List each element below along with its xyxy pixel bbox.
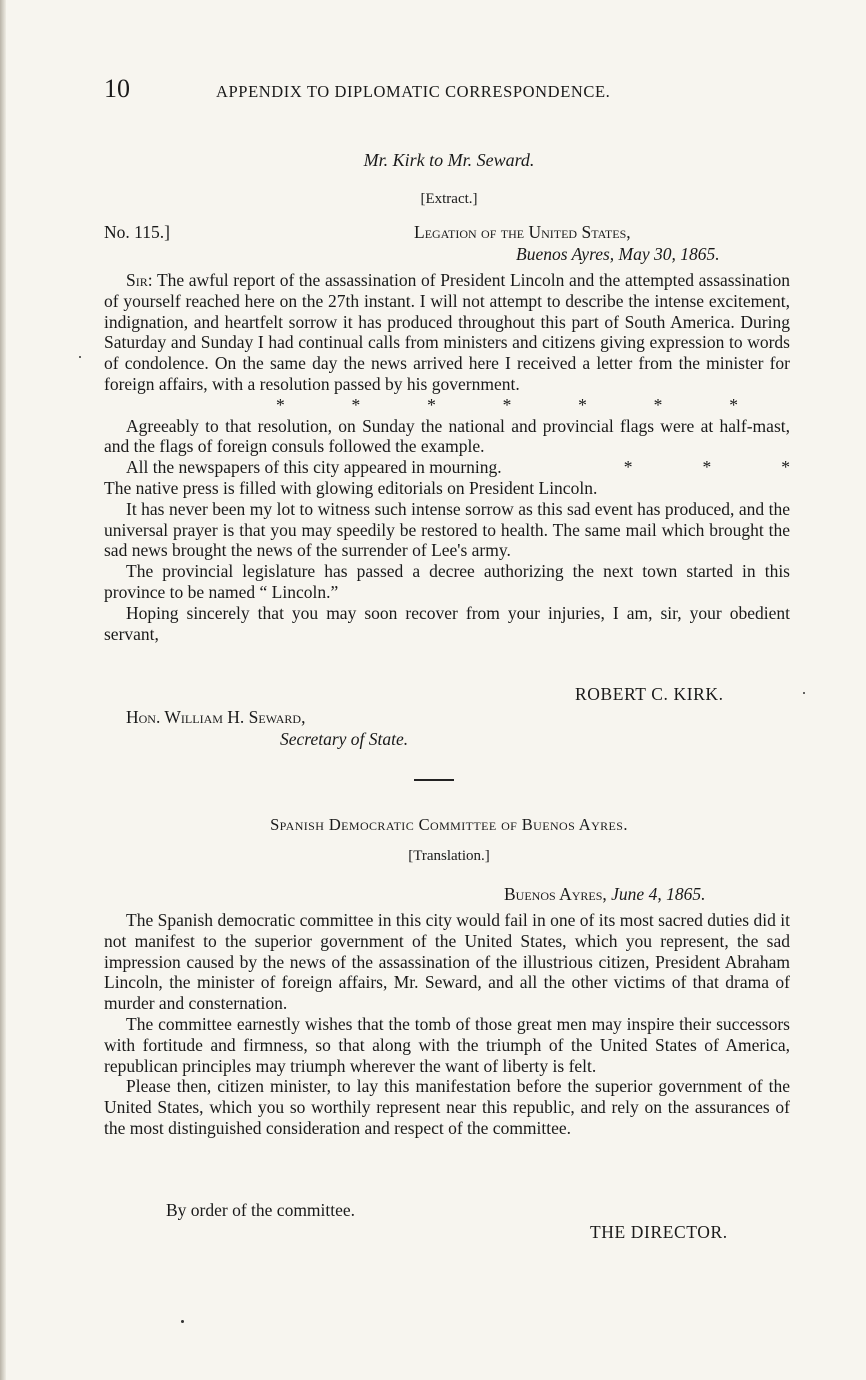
ellipsis-star: * [653, 394, 663, 415]
ellipsis-star: * [781, 457, 790, 478]
letter2-place-date [504, 884, 705, 905]
letter2-signature: THE DIRECTOR. [590, 1222, 728, 1242]
letter1-addressee: Hon. William H. Seward, [126, 707, 306, 727]
ellipsis-star: * [578, 394, 587, 415]
letter2-place: Buenos Ayres, [504, 884, 607, 904]
letter2-title: Spanish Democratic Committee of Buenos Ayres. [270, 815, 628, 834]
letter1-paragraph: The provincial legislature has passed a decree authorizing the next town started in this province to be named “ Lincoln.” [104, 561, 790, 602]
ink-speck [803, 692, 805, 694]
running-head: APPENDIX TO DIPLOMATIC CORRESPONDENCE. [216, 82, 611, 101]
page-number: 10 [104, 74, 130, 103]
ellipsis-stars-group [624, 457, 790, 478]
letter1-number: No. 115.] [104, 222, 170, 242]
letter1-paragraph: Agreeably to that resolution, on Sunday the national and provincial flags were at half-mast, and the flags of foreign consuls followed the example. [104, 415, 790, 457]
letter2-date: June 4, 1865. [611, 884, 706, 904]
letter2-paragraph: Please then, citizen minister, to lay this manifestation before the superior government of the United States, which you so worthily represent near this republic, and rely on the assurances of the most distinguished consideration and respect of the committee. [104, 1076, 790, 1138]
letter1-paragraph: Hoping sincerely that you may soon recover from your injuries, I am, sir, your obedient servant, [104, 602, 790, 644]
ellipsis-star: * [623, 457, 633, 478]
newspaper-line [104, 457, 790, 478]
ellipsis-star: * [702, 457, 712, 478]
letter1-salutation: Sir: [126, 270, 153, 290]
letter1-place-date [516, 244, 720, 265]
letter2-translation-note: [Translation.] [408, 848, 490, 864]
section-divider [414, 779, 454, 781]
ellipsis-stars-row [104, 395, 790, 416]
letter1-paragraph: All the newspapers of this city appeared in mourning. [126, 457, 502, 478]
letter1-paragraph [104, 270, 790, 395]
letter2-body [104, 910, 790, 1139]
letter1-body [104, 270, 790, 644]
ink-speck [181, 1320, 184, 1323]
letter2-paragraph: The committee earnestly wishes that the tomb of those great men may inspire their successors with fortitude and firmness, so that along with the triumph of the United States of America, republican principles may triumph wherever the want of liberty is felt. [104, 1013, 790, 1076]
letter1-place-date-text: Buenos Ayres, May 30, 1865. [516, 244, 720, 264]
ellipsis-star: * [351, 394, 361, 415]
ellipsis-star: * [427, 394, 436, 415]
letter1-extract-note: [Extract.] [420, 191, 478, 207]
letter1-signature: ROBERT C. KIRK. [575, 684, 724, 704]
ellipsis-star: * [729, 394, 738, 415]
letter1-paragraph-text: The awful report of the assassination of President Lincoln and the attempted assassination of yourself reached here on the 27th instant. I will not attempt to describe the intense excitement, indignation, and heartfelt sorrow it has produced throughout this part of South America. During Saturday and Sunday I had continual calls from ministers and citizens giving expression to words of condolence. On the same day the news arrived here I received a letter from the minister for foreign affairs, with a resolution passed by his government. [104, 270, 790, 394]
letter1-addressee-title: Secretary of State. [280, 729, 409, 749]
letter1-paragraph: The native press is filled with glowing editorials on President Lincoln. [104, 477, 598, 498]
page-header [104, 74, 794, 108]
page-binding-edge [0, 0, 6, 1380]
letter1-title: Mr. Kirk to Mr. Seward. [363, 150, 535, 170]
letter1-legation: Legation of the United States, [414, 222, 631, 242]
letter2-closing: By order of the committee. [166, 1200, 356, 1220]
ellipsis-star: * [502, 394, 512, 415]
ink-speck [79, 356, 81, 358]
letter1-paragraph: It has never been my lot to witness such intense sorrow as this sad event has produced, and the universal prayer is that you may speedily be restored to health. The same mail which brought the sad news brought the news of the surrender of Lee's army. [104, 498, 790, 561]
ellipsis-star: * [276, 394, 285, 415]
letter2-paragraph: The Spanish democratic committee in this city would fail in one of its most sacred duties did it not manifest to the superior government of the United States, which you represent, the sad impression caused by the news of the assassination of the illustrious citizen, President Abraham Lincoln, the minister of foreign affairs, Mr. Seward, and all the other victims of that drama of murder and consternation. [104, 910, 790, 1014]
